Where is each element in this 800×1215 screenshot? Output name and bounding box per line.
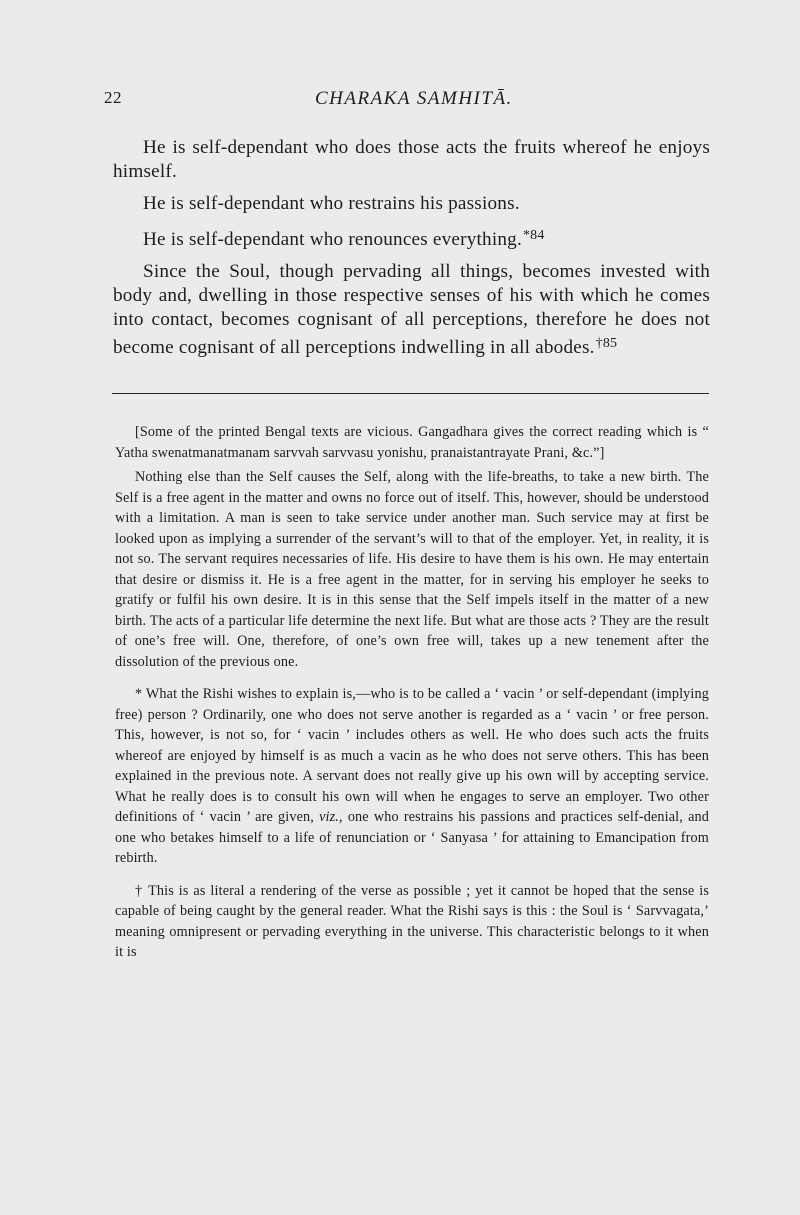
main-paragraph — [113, 136, 710, 184]
footnotes — [115, 422, 709, 967]
footnote-commentary: Nothing else than the Self causes the Self, along with the life-breaths, to take a new birth. The Self is a free agent in the matter and owns no force out of itself. This, however, should be understood with a limitation. A man is seen to take service under another man. Such service may at first be looked upon as implying a surrender of the servant’s will to that of the employer. Yet, in reality, it is not so. The servant requires necessaries of life. His desire to have them is his own. He may entertain that desire or dismiss it. He is a free agent in the matter, for in serving his employer he seeks to gratify or fulfil his own desire. It is in this sense that the Self impels itself in the matter of a new birth. The acts of a particular life determine the next life. But what are those acts ? They are the result of one’s free will. One, therefore, of one’s own free will, takes up a new tenement after the dissolution of the previous one. — [115, 469, 709, 670]
main-paragraph — [113, 192, 710, 216]
main-paragraph-text: He is self-dependant who restrains his passions. — [143, 193, 520, 214]
main-text — [113, 136, 710, 360]
main-paragraph-text: He is self-dependant who does those acts the fruits whereof he enjoys himself. — [113, 137, 710, 182]
footnote-star-text: * What the Rishi wishes to explain is,—who is to be called a ‘ vacin ’ or self-dependant (implying free) person ? Ordinarily, one who does not serve another is regarded as a ‘ vacin ’ or free person. This, however, is not so, for ‘ vacin ’ includes others as well. He who does such acts the fruits whereof are enjoyed by himself is as much a vacin as he who does not serve others. This has been explained in the previous note. A servant does not really give up his own will by accepting service. What he really does is to consult his own will when he engages to serve an employer. Two other definitions of ‘ vacin ’ are given, — [115, 686, 709, 825]
page-number: 22 — [104, 88, 122, 107]
main-paragraph-text: He is self-dependant who renounces everything. — [143, 229, 522, 250]
footnote-mark: *84 — [522, 228, 545, 243]
footnote-star-viz: viz. — [319, 809, 340, 825]
main-paragraph-text: Since the Soul, though pervading all things, becomes invested with body and, dwelling in those respective senses of his with which he comes into contact, becomes cognisant of all perceptions, therefore he does not become cognisant of all perceptions indwelling in all abodes. — [113, 261, 710, 358]
footnote-bracket-note: [Some of the printed Bengal texts are vicious. Gangadhara gives the correct reading which is “ Yatha swenatmanatmanam sarvvah sarvvasu yonishu, pranaistantrayate Prani, &c.”] — [115, 424, 709, 461]
main-paragraph — [113, 224, 710, 252]
footnote-star-text-end: , one who restrains his passions and practices self-denial, and one who betakes himself to a life of renunciation or ‘ Sanyasa ’ for attaining to Emancipation from rebirth. — [115, 809, 710, 866]
footnote-star — [115, 684, 709, 869]
main-paragraph — [113, 260, 710, 360]
running-head — [104, 88, 710, 114]
footnote-dagger: † This is as literal a rendering of the verse as possible ; yet it cannot be hoped that the sense is capable of being caught by the general reader. What the Rishi says is this : the Soul is ‘ Sarvvagata,’ meaning omnipresent or pervading everything in the universe. This characteristic belongs to it when it is — [115, 882, 709, 960]
running-title: CHARAKA SAMHITĀ. — [315, 88, 513, 109]
footnote-divider — [112, 393, 709, 394]
footnote-mark: †85 — [595, 336, 618, 351]
